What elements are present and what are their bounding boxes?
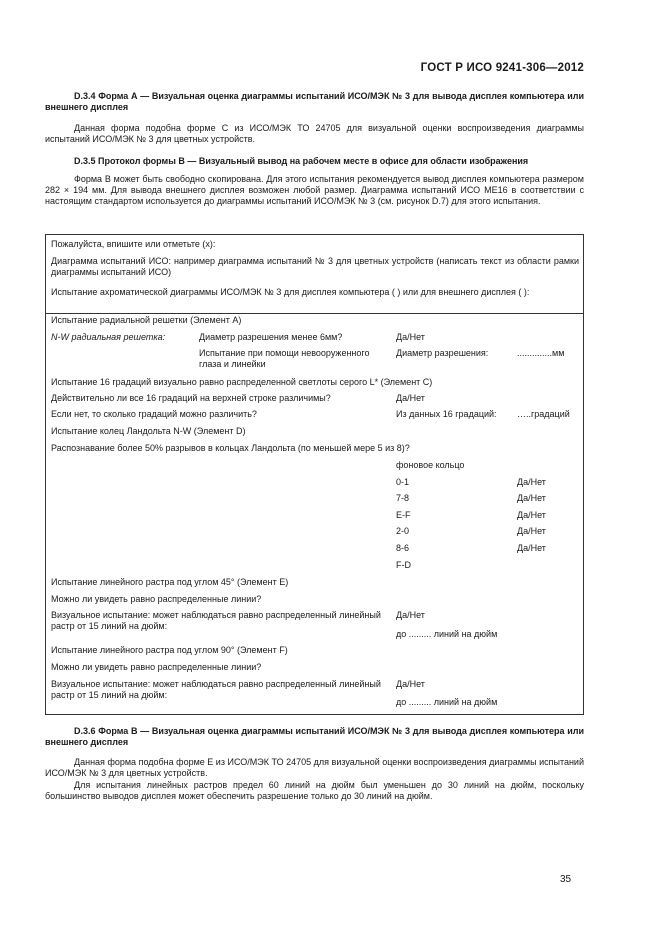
section-d35-text: Форма В может быть свободно скопирована. Для этого испытания рекомендуется вывод дисплея компьютера размером 282 × 194 мм. Для вывода внешнего дисплея возможен любой размер. Диаграмма испытаний ИСО МЕ16 в соответствии с настоящим стандартом используется до диаграммы испытаний ИСО/МЭК № 3 (см. рисунок D.7) для этого испытания. (45, 174, 584, 207)
document-code-header: ГОСТ Р ИСО 9241-306—2012 (420, 62, 584, 74)
gradation-test-title: Испытание 16 градаций визуально равно распределенной светлоты серого L* (Элемент С) (51, 377, 433, 387)
line90-yes-no: Да/Нет (396, 679, 425, 689)
section-d35-title: D.3.5 Протокол формы В — Визуальный вывод на рабочем месте в офисе для области изображения (74, 156, 529, 166)
nw-radial-label: N-W радиальная решетка: (51, 332, 166, 342)
form-b-table (45, 234, 584, 715)
ring-yes-no: Да/Нет (517, 526, 546, 536)
section-d34-text: Данная форма подобна форме С из ИСО/МЭК ТО 24705 для визуальной оценки воспроизведения диаграммы испытаний ИСО/МЭК № 3 для цветных устройств. (45, 123, 584, 145)
section-d34-title: D.3.4 Форма А — Визуальная оценка диаграммы испытаний ИСО/МЭК № 3 для вывода дисплея компьютера или внешнего дисплея (45, 91, 584, 113)
line45-yes-no: Да/Нет (396, 610, 425, 620)
diameter-mm-field: ..............мм (517, 348, 565, 358)
ring-gap-label: E-F (396, 510, 411, 520)
ring-gap-label: 0-1 (396, 477, 410, 487)
section-d36-title: D.3.6 Форма В — Визуальная оценка диаграммы испытаний ИСО/МЭК № 3 для вывода дисплея компьютера или внешнего дисплея (45, 726, 584, 748)
gradation-count-field: …..градаций (517, 409, 570, 419)
form-test-chart-field: Диаграмма испытаний ИСО: например диаграмма испытаний № 3 для цветных устройств (написать текст из области рамки диаграммы испытаний ИСО) (51, 256, 579, 277)
form-instruction: Пожалуйста, впишите или отметьте (х): (51, 239, 216, 249)
gradation-from-label: Из данных 16 градаций: (396, 409, 497, 419)
background-ring-label: фоновое кольцо (396, 460, 465, 470)
ring-gap-label: 7-8 (396, 493, 410, 503)
diameter-yes-no: Да/Нет (396, 332, 425, 342)
line45-test-title: Испытание линейного растра под углом 45° (Элемент Е) (51, 577, 289, 587)
ring-gap-label: 2-0 (396, 526, 410, 536)
line90-question: Можно ли увидеть равно распределенные линии? (51, 662, 262, 672)
line90-lines-field: до ......... линий на дюйм (396, 697, 498, 707)
gradation-question-2: Если нет, то сколько градаций можно различить? (51, 409, 257, 419)
gradation-yes-no: Да/Нет (396, 393, 425, 403)
line45-question: Можно ли увидеть равно распределенные линии? (51, 594, 262, 604)
line90-visual-test: Визуальное испытание: может наблюдаться равно распределенный линейный растр от 15 линий на дюйм: (51, 679, 381, 700)
ring-yes-no: Да/Нет (517, 510, 546, 520)
ring-gap-label: F-D (396, 560, 411, 570)
form-divider (46, 313, 583, 314)
section-d36-text-2: Для испытания линейных растров предел 60 линий на дюйм был уменьшен до 30 линий на дюйм, поскольку большинство выводов дисплея может обеспечить разрешение только до 30 линий на дюйм. (45, 780, 584, 802)
radial-grid-title: Испытание радиальной решетки (Элемент А) (51, 315, 242, 325)
section-d36-text-1: Данная форма подобна форме Е из ИСО/МЭК ТО 24705 для визуальной оценки воспроизведения диаграммы испытаний ИСО/МЭК № 3 для цветных устройств. (45, 757, 584, 779)
line90-test-title: Испытание линейного растра под углом 90° (Элемент F) (51, 645, 288, 655)
ring-gap-label: 8-6 (396, 543, 410, 553)
naked-eye-test: Испытание при помощи невооруженного глаза и линейки (199, 348, 370, 369)
ring-yes-no: Да/Нет (517, 477, 546, 487)
diameter-question: Диаметр разрешения менее 6мм? (199, 332, 343, 342)
page-number: 35 (560, 874, 572, 885)
ring-yes-no: Да/Нет (517, 543, 546, 553)
form-achromatic-field: Испытание ахроматической диаграммы ИСО/МЭК № 3 для дисплея компьютера ( ) или для внешнего дисплея ( ): (51, 287, 530, 297)
ring-yes-no: Да/Нет (517, 493, 546, 503)
landolt-question: Распознавание более 50% разрывов в кольцах Ландольта (по меньшей мере 5 из 8)? (51, 443, 410, 453)
gradation-question-1: Действительно ли все 16 градаций на верхней строке различимы? (51, 393, 331, 403)
line45-lines-field: до ......... линий на дюйм (396, 629, 498, 639)
landolt-test-title: Испытание колец Ландольта N-W (Элемент D) (51, 426, 246, 436)
diameter-resolution-label: Диаметр разрешения: (396, 348, 489, 358)
line45-visual-test: Визуальное испытание: может наблюдаться равно распределенный линейный растр от 15 линий на дюйм: (51, 610, 381, 631)
